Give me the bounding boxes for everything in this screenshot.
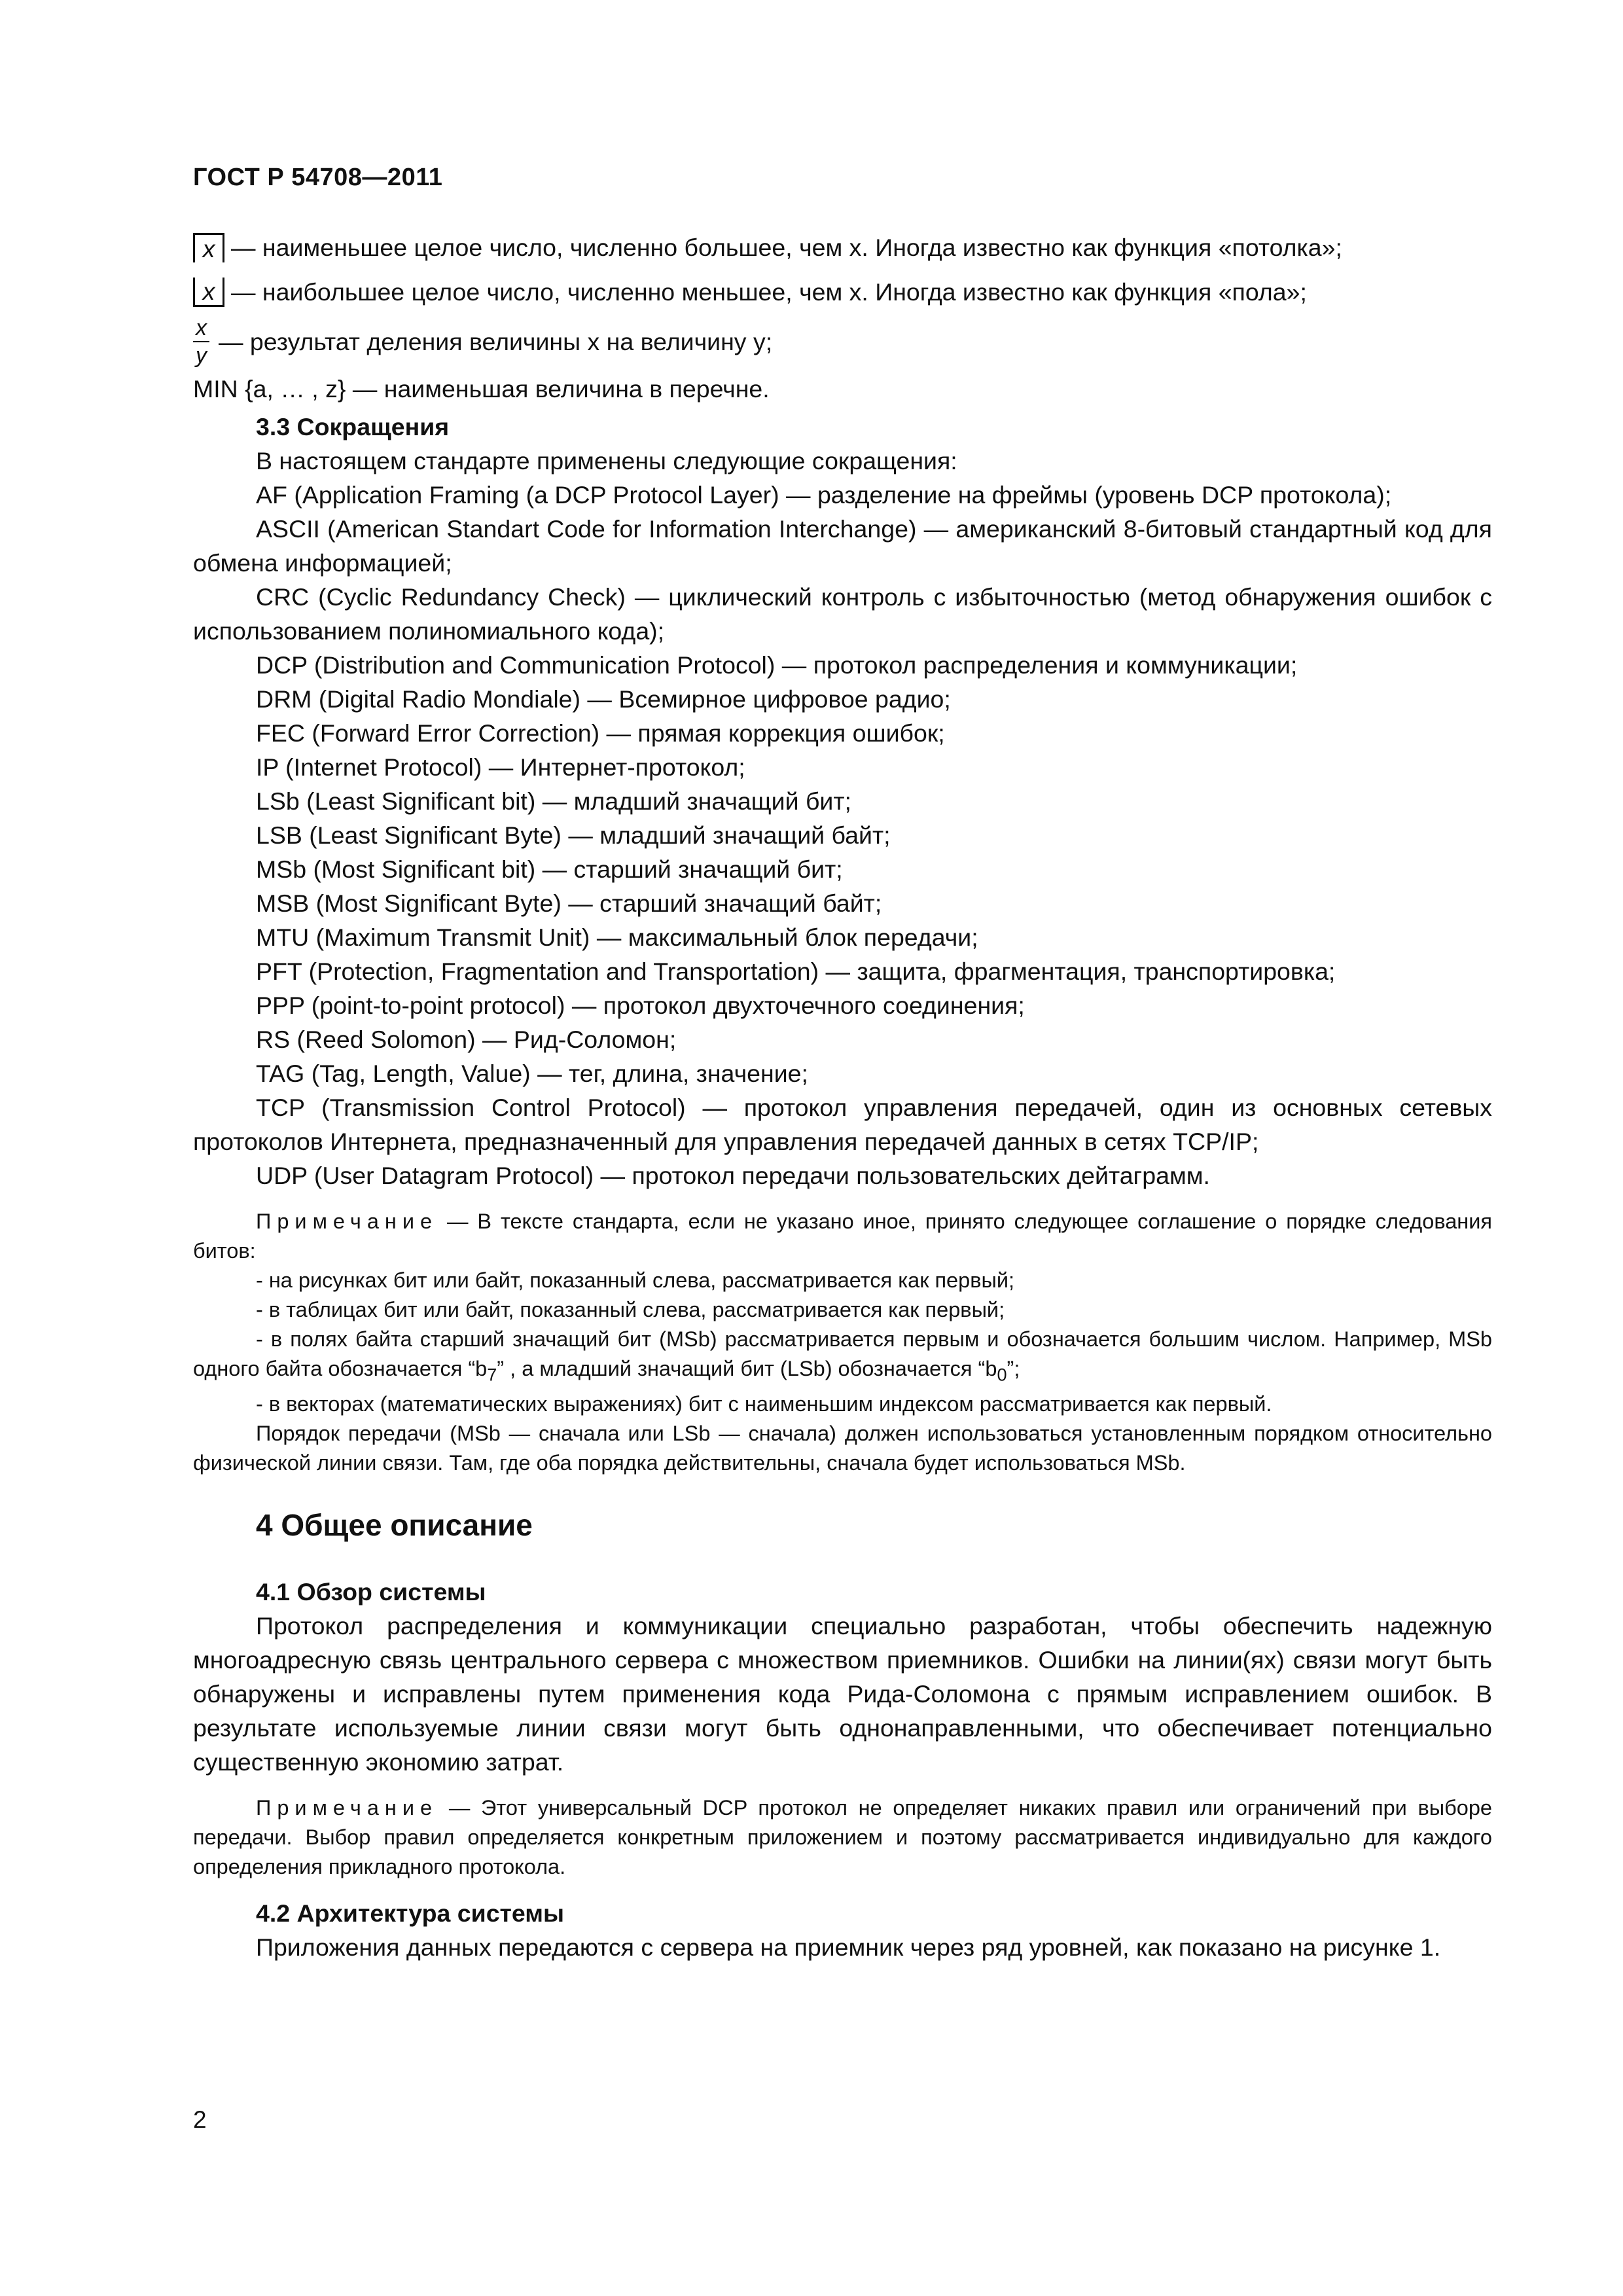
abbrev-item: LSb (Least Significant bit) — младший значащий бит; bbox=[256, 787, 851, 815]
abbrev-item: MSb (Most Significant bit) — старший значащий бит; bbox=[256, 855, 843, 883]
note-bullet: - в векторах (математических выражениях) бит с наименьшим индексом рассматривается как первый. bbox=[256, 1391, 1272, 1416]
spacer bbox=[193, 1882, 1492, 1896]
abbrev-item: RS (Reed Solomon) — Рид-Соломон; bbox=[256, 1026, 677, 1053]
floor-definition-text: — наибольшее целое число, численно меньшее, чем x. Иногда известно как функция «пола»; bbox=[231, 278, 1307, 306]
fraction-definition bbox=[193, 312, 1492, 372]
page-content bbox=[193, 230, 1492, 1964]
note-bullet-msb-text-b: ” , а младший значащий бит (LSb) обозначается “b bbox=[497, 1357, 997, 1380]
note-dcp bbox=[193, 1793, 1492, 1882]
note-bullet-msb-text-a: - в полях байта старший значащий бит (MSb) рассматривается первым и обозначается большим числом. Например, MSb одного байта обозначается “b bbox=[193, 1327, 1492, 1380]
abbrev-item: TAG (Tag, Length, Value) — тег, длина, значение; bbox=[256, 1060, 808, 1087]
b7-subscript: 7 bbox=[487, 1364, 497, 1385]
b0-subscript: 0 bbox=[997, 1364, 1007, 1385]
abbrev-item: ASCII (American Standart Code for Information Interchange) — американский 8-битовый стандартный код для обмена информацией; bbox=[193, 515, 1492, 577]
section-3-3-heading: 3.3 Сокращения bbox=[256, 413, 450, 440]
abbrev-item: AF (Application Framing (a DCP Protocol Layer) — разделение на фреймы (уровень DCP протокола); bbox=[256, 481, 1392, 509]
abbrev-item: DRM (Digital Radio Mondiale) — Всемирное цифровое радио; bbox=[256, 685, 951, 713]
floor-bracket-icon: x bbox=[193, 278, 224, 307]
fraction-symbol bbox=[193, 315, 209, 368]
floor-definition bbox=[193, 275, 1492, 309]
note-bullet: - на рисунках бит или байт, показанный слева, рассматривается как первый; bbox=[256, 1268, 1015, 1292]
fraction-denominator: y bbox=[196, 343, 207, 368]
note-bit-order bbox=[193, 1207, 1492, 1266]
abbrev-item: LSB (Least Significant Byte) — младший значащий байт; bbox=[256, 821, 891, 849]
abbrev-item: PFT (Protection, Fragmentation and Transportation) — защита, фрагментация, транспортировка; bbox=[256, 958, 1336, 985]
abbrev-item: PPP (point-to-point protocol) — протокол двухточечного соединения; bbox=[256, 992, 1025, 1019]
ceiling-bracket-icon: x bbox=[193, 233, 224, 262]
note-text: — Этот универсальный DCP протокол не определяет никаких правил или ограничений при выборе передачи. Выбор правил определяется конкретным приложением и поэтому рассматривается индивидуально для каждого определения прикладного протокола. bbox=[193, 1795, 1493, 1878]
note-transfer-order: Порядок передачи (MSb — сначала или LSb — сначала) должен использоваться установленным порядком относительно физической линии связи. Там, где оба порядка действительны, сначала будет использоваться MSb. bbox=[193, 1421, 1492, 1475]
note-bullet-msb bbox=[193, 1325, 1492, 1390]
abbrev-item: DCP (Distribution and Communication Protocol) — протокол распределения и коммуникации; bbox=[256, 651, 1298, 679]
section-4-1-heading: 4.1 Обзор системы bbox=[256, 1577, 486, 1605]
ceil-definition bbox=[193, 230, 1492, 264]
section-4-2-text: Приложения данных передаются с сервера на приемник через ряд уровней, как показано на рисунке 1. bbox=[256, 1933, 1441, 1961]
fraction-numerator: x bbox=[193, 315, 209, 342]
abbrev-item: FEC (Forward Error Correction) — прямая коррекция ошибок; bbox=[256, 719, 945, 747]
section-4-heading: 4 Общее описание bbox=[256, 1507, 533, 1542]
abbrev-item: UDP (User Datagram Protocol) — протокол передачи пользовательских дейтаграмм. bbox=[256, 1162, 1210, 1189]
min-definition: MIN {a, … , z} — наименьшая величина в перечне. bbox=[193, 375, 770, 403]
abbrev-item: TCP (Transmission Control Protocol) — протокол управления передачей, один из основных сетевых протоколов Интернета, предназначенный для управления передачей данных в сетях TCP/IP; bbox=[193, 1094, 1492, 1155]
note-label: Примечание bbox=[256, 1210, 438, 1233]
ceil-definition-text: — наименьшее целое число, численно большее, чем x. Иногда известно как функция «потолка»; bbox=[231, 234, 1342, 261]
fraction-definition-text: — результат деления величины x на величину y; bbox=[219, 328, 773, 355]
abbrev-item: MSB (Most Significant Byte) — старший значащий байт; bbox=[256, 889, 882, 917]
abbrev-item: CRC (Cyclic Redundancy Check) — циклический контроль с избыточностью (метод обнаружения ошибок с использованием полиномиального кода); bbox=[193, 583, 1492, 645]
page-number: 2 bbox=[193, 2106, 207, 2133]
note-bullet-msb-text-c: ”; bbox=[1007, 1357, 1020, 1380]
note-label: Примечание bbox=[256, 1795, 438, 1820]
abbrev-item: IP (Internet Protocol) — Интернет-протокол; bbox=[256, 753, 745, 781]
note-bullet: - в таблицах бит или байт, показанный слева, рассматривается как первый; bbox=[256, 1298, 1005, 1321]
note-text: — В тексте стандарта, если не указано иное, принято следующее соглашение о порядке следования битов: bbox=[193, 1210, 1492, 1263]
section-4-2-heading: 4.2 Архитектура системы bbox=[256, 1899, 565, 1927]
standard-header: ГОСТ Р 54708—2011 bbox=[193, 164, 443, 191]
abbrev-item: MTU (Maximum Transmit Unit) — максимальный блок передачи; bbox=[256, 924, 978, 951]
abbrev-intro: В настоящем стандарте применены следующие сокращения: bbox=[256, 447, 957, 475]
section-4-1-text: Протокол распределения и коммуникации специально разработан, чтобы обеспечить надежную многоадресную связь центрального сервера с множеством приемников. Ошибки на линии(ях) связи могут быть обнаружены и исправлены путем применения кода Рида-Соломона с прямым исправлением ошибок. В результате используемые линии связи могут быть однонаправленными, что обеспечивает потенциально существенную экономию затрат. bbox=[193, 1611, 1492, 1776]
